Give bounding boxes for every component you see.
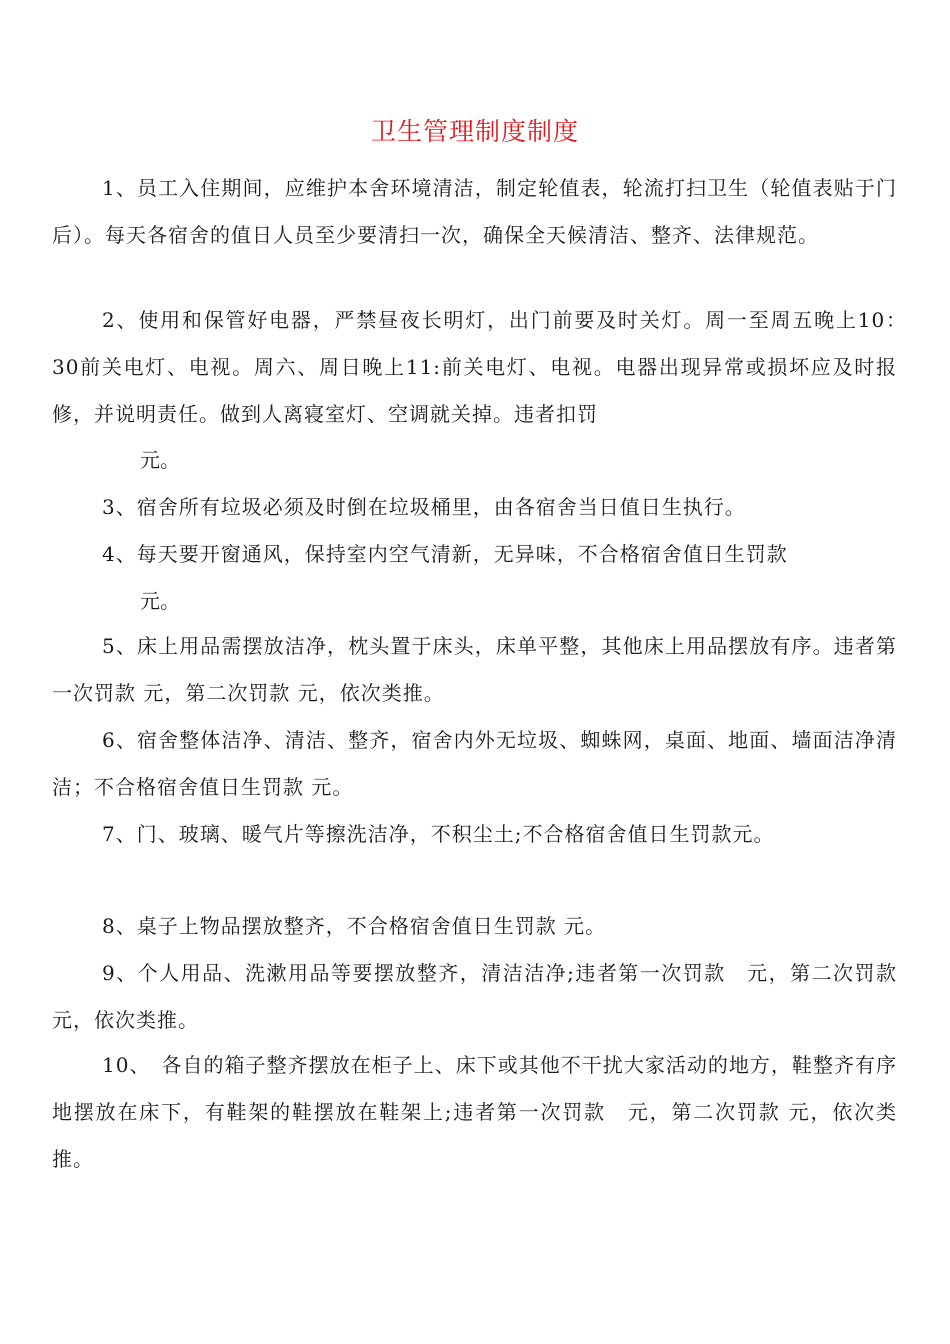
rule-4-tail: 元。 <box>140 589 180 613</box>
rule-5: 5、床上用品需摆放洁净，枕头置于床头，床单平整，其他床上用品摆放有序。违者第一次罚款 元，第二次罚款 元，依次类推。 <box>52 634 897 705</box>
document-title: 卫生管理制度制度 <box>370 117 579 146</box>
rule-2-tail: 元。 <box>140 448 180 472</box>
rule-2: 2、使用和保管好电器，严禁昼夜长明灯，出门前要及时关灯。周一至周五晚上10： 30前关电灯、电视。周六、周日晚上11:前关电灯、电视。电器出现异常或损坏应及时报修，并说明责任。做到人离寝室灯、空调就关掉。违者扣罚 <box>52 308 918 426</box>
rule-6: 6、宿舍整体洁净、清洁、整齐，宿舍内外无垃圾、蜘蛛网，桌面、地面、墙面洁净清洁；不合格宿舍值日生罚款 元。 <box>52 728 897 799</box>
rule-7: 7、门、玻璃、暖气片等擦洗洁净，不积尘土;不合格宿舍值日生罚款元。 <box>102 822 775 846</box>
rule-1: 1、员工入住期间，应维护本舍环境清洁，制定轮值表，轮流打扫卫生（轮值表贴于门后）。每天各宿舍的值日人员至少要清扫一次，确保全天候清洁、整齐、法律规范。 <box>52 176 897 247</box>
rule-9: 9、个人用品、洗漱用品等要摆放整齐，清洁洁净;违者第一次罚款 元，第二次罚款 元，依次类推。 <box>52 961 897 1032</box>
rule-8: 8、桌子上物品摆放整齐，不合格宿舍值日生罚款 元。 <box>102 914 607 938</box>
rule-10: 10、 各自的箱子整齐摆放在柜子上、床下或其他不干扰大家活动的地方，鞋整齐有序地摆放在床下，有鞋架的鞋摆放在鞋架上;违者第一次罚款 元，第二次罚款 元，依次类推。 <box>52 1053 897 1171</box>
rule-3: 3、宿舍所有垃圾必须及时倒在垃圾桶里，由各宿舍当日值日生执行。 <box>102 495 746 519</box>
rule-4: 4、每天要开窗通风，保持室内空气清新，无异味，不合格宿舍值日生罚款 <box>102 542 788 566</box>
